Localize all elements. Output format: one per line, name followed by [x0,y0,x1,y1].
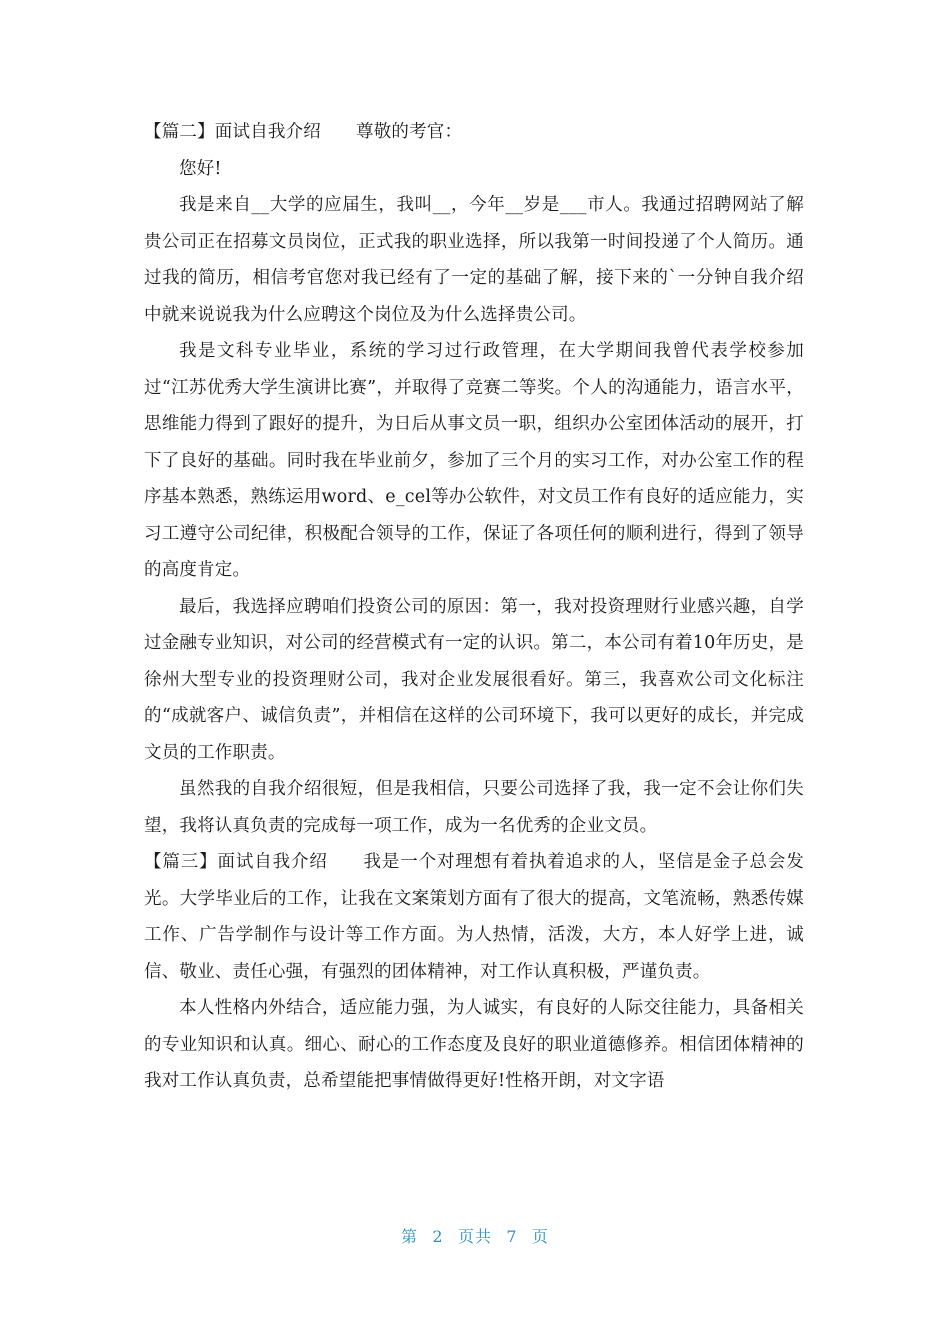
section2-paragraph: 我是文科专业毕业，系统的学习过行政管理，在大学期间我曾代表学校参加过“江苏优秀大学生演讲比赛”，并取得了竞赛二等奖。个人的沟通能力，语言水平，思维能力得到了跟好的提升，为日后从事文员一职，组织办公室团体活动的展开，打下了良好的基础。同时我在毕业前夕，参加了三个月的实习工作，对办公室工作的程序基本熟悉，熟练运用word、e_cel等办公软件，对文员工作有良好的适应能力，实习工遵守公司纪律，积极配合领导的工作，保证了各项任何的顺利进行，得到了领导的高度肯定。 [144,341,804,580]
section2-paragraph: 最后，我选择应聘咱们投资公司的原因：第一，我对投资理财行业感兴趣，自学过金融专业知识，对公司的经营模式有一定的认识。第二，本公司有着10年历史，是徐州大型专业的投资理财公司，我对企业发展很看好。第三，我喜欢公司文化标注的“成就客户、诚信负责”，并相信在这样的公司环境下，我可以更好的成长，并完成文员的工作职责。 [144,596,804,763]
section3-paragraph: 本人性格内外结合，适应能力强，为人诚实，有良好的人际交往能力，具备相关的专业知识和认真。细心、耐心的工作态度及良好的职业道德修养。相信团体精神的我对工作认真负责，总希望能把事情做得更好!性格开朗，对文字语 [144,998,804,1091]
section2-salutation: 尊敬的考官： [356,122,463,142]
footer-current-page: 2 [432,1227,444,1246]
footer-total-pages: 7 [506,1227,518,1246]
section2-heading: 【篇二】面试自我介绍 [144,122,321,142]
section2-paragraph: 我是来自__大学的应届生，我叫__，今年__岁是___市人。我通过招聘网站了解贵公司正在招募文员岗位，正式我的职业选择，所以我第一时间投递了个人简历。通过我的简历，相信考官您对我已经有了一定的基础了解，接下来的`一分钟自我介绍中就来说说我为什么应聘这个岗位及为什么选择贵公司。 [144,195,804,325]
document-body [144,114,804,1100]
section2-greeting: 您好! [179,158,222,179]
section3-intro: 我是一个对理想有着执着追求的人，坚信是金子总会发光。大学毕业后的工作，让我在文案策划方面有了很大的提高，文笔流畅，熟悉传媒工作、广告学制作与设计等工作方面。为人热情，活泼，大方，本人好学上进，诚信、敬业、责任心强，有强烈的团体精神，对工作认真积极，严谨负责。 [144,852,804,982]
footer-middle: 页共 [457,1227,492,1246]
footer-prefix: 第 [401,1227,419,1246]
page-footer [0,1224,950,1247]
footer-suffix: 页 [531,1227,549,1246]
section3-heading-line [144,844,804,990]
section2-heading-line [144,114,804,151]
section2-paragraph: 虽然我的自我介绍很短，但是我相信，只要公司选择了我，我一定不会让你们失望，我将认真负责的完成每一项工作，成为一名优秀的企业文员。 [144,779,804,836]
section3-heading: 【篇三】面试自我介绍 [144,852,328,872]
